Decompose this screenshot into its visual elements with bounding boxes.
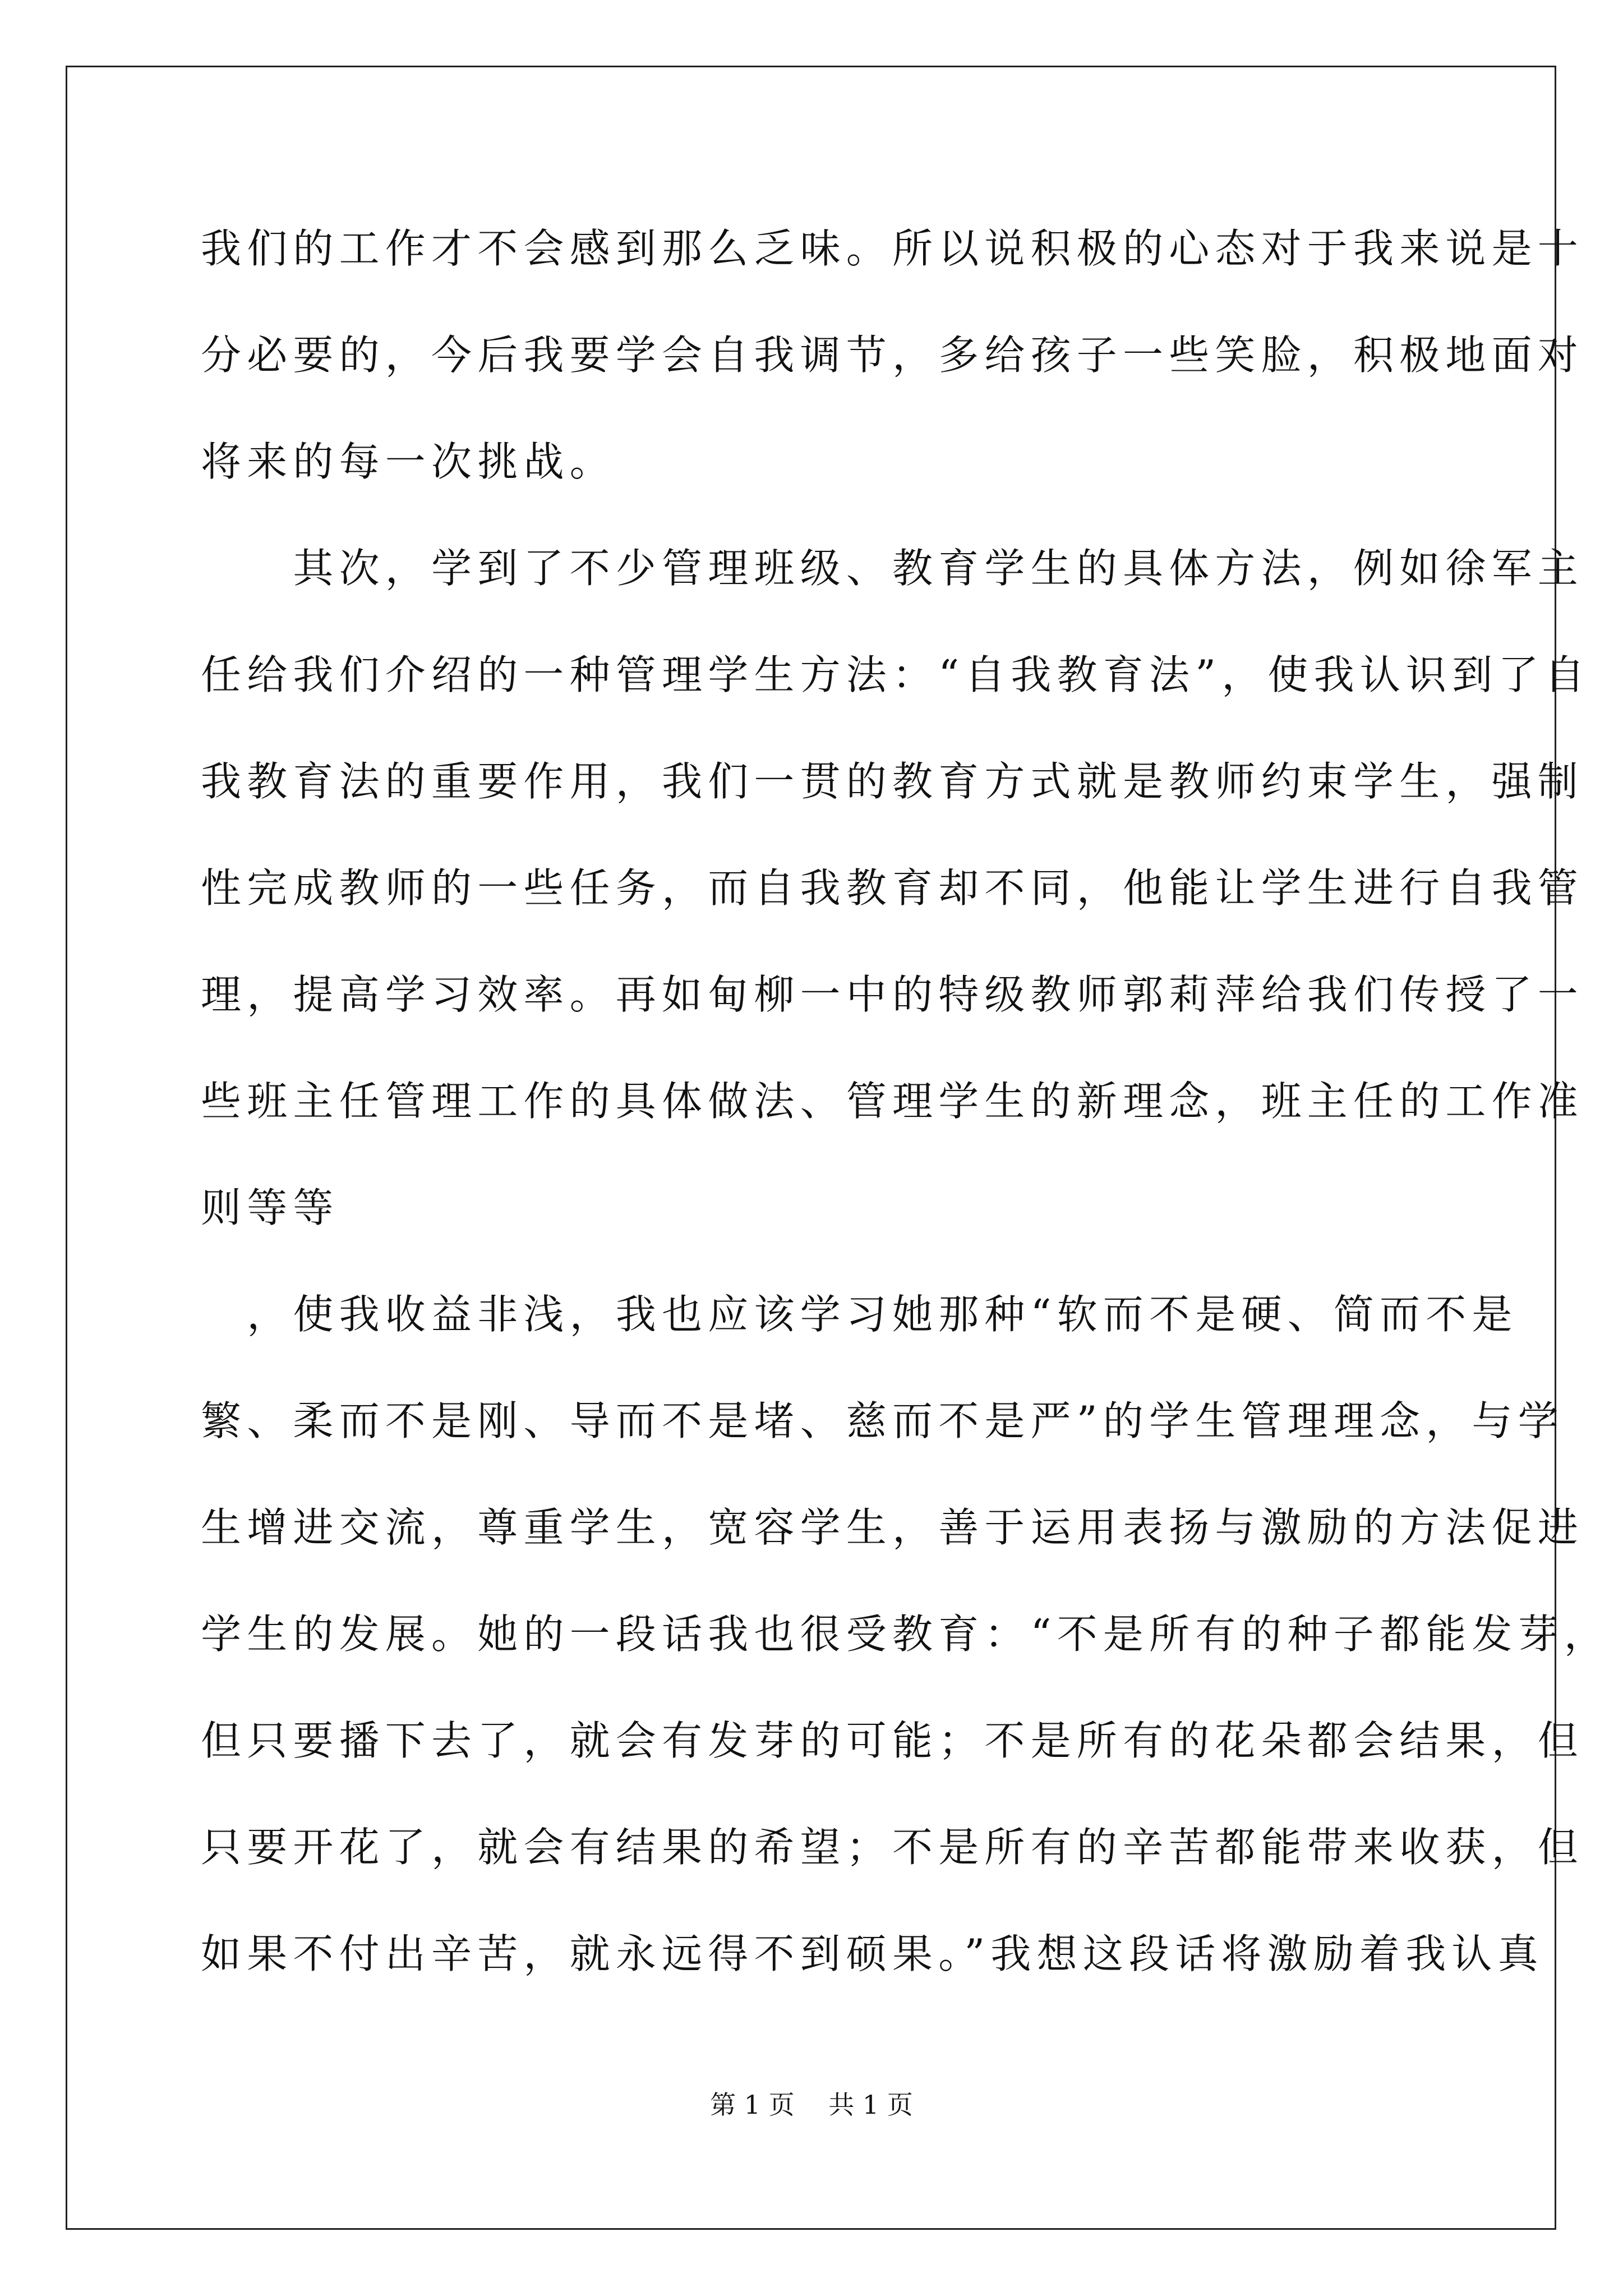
text-line: 如果不付出辛苦，就永远得不到硕果。”我想这段话将激励着我认真 (201, 1930, 1544, 1977)
text-line: 将来的每一次挑战。 (201, 438, 616, 485)
text-line: 其次，学到了不少管理班级、教育学生的具体方法，例如徐军主 (201, 545, 1584, 592)
text-line: 性完成教师的一些任务，而自我教育却不同，他能让学生进行自我管 (201, 864, 1584, 912)
text-line: ，使我收益非浅，我也应该学习她那种“软而不是硬、简而不是 (201, 1291, 1518, 1338)
text-line: 我教育法的重要作用，我们一贯的教育方式就是教师约束学生，强制 (201, 758, 1584, 805)
text-line: 理，提高学习效率。再如甸柳一中的特级教师郭莉萍给我们传授了一 (201, 971, 1584, 1018)
text-line: 任给我们介绍的一种管理学生方法：“自我教育法”，使我认识到了自 (201, 651, 1590, 698)
text-line: 分必要的，今后我要学会自我调节，多给孩子一些笑脸，积极地面对 (201, 332, 1584, 379)
page-number-footer: 第 1 页 共 1 页 (710, 2090, 913, 2120)
text-line: 生增进交流，尊重学生，宽容学生，善于运用表扬与激励的方法促进 (201, 1504, 1584, 1551)
text-line: 但只要播下去了，就会有发芽的可能；不是所有的花朵都会结果，但 (201, 1717, 1584, 1764)
text-line: 繁、柔而不是刚、导而不是堵、慈而不是严”的学生管理理念，与学 (201, 1397, 1564, 1444)
text-line: 我们的工作才不会感到那么乏味。所以说积极的心态对于我来说是十 (201, 225, 1584, 272)
text-line: 只要开花了，就会有结果的希望；不是所有的辛苦都能带来收获，但 (201, 1824, 1584, 1871)
document-body (201, 219, 1611, 2031)
text-line: 些班主任管理工作的具体做法、管理学生的新理念，班主任的工作准 (201, 1078, 1584, 1125)
text-line: 则等等 (201, 1184, 339, 1231)
text-line: 学生的发展。她的一段话我也很受教育：“不是所有的种子都能发芽， (201, 1611, 1611, 1658)
